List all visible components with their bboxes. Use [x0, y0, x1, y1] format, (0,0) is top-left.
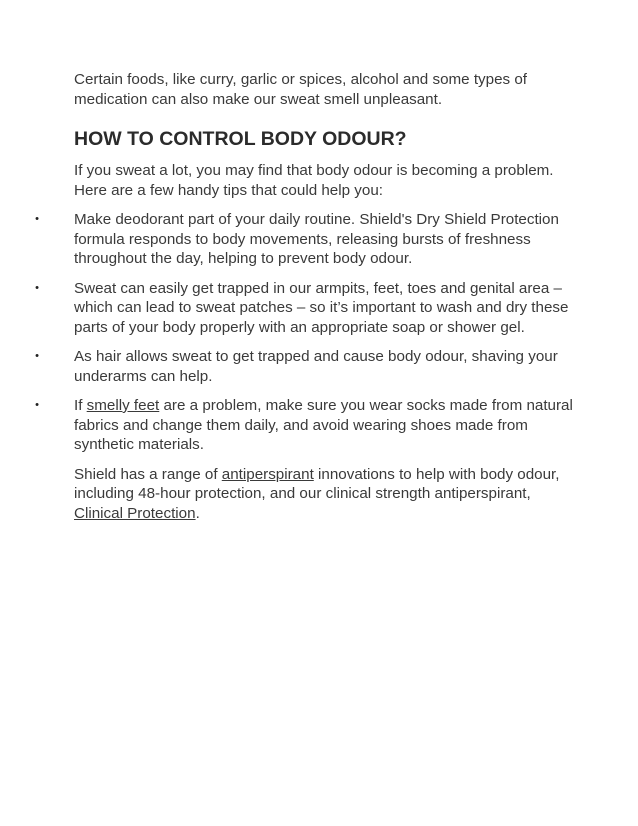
outro-paragraph [74, 465, 574, 524]
smelly-feet-link[interactable]: smelly feet [86, 397, 160, 414]
bullet-icon: • [35, 350, 39, 362]
tip-text: As hair allows sweat to get trapped and cause body odour, shaving your underarms can help. [74, 348, 558, 385]
outro-text-1: Shield has a range of [74, 465, 222, 483]
intro-paragraph: Certain foods, like curry, garlic or spices, alcohol and some types of medication can also make our sweat smell unpleasant. [74, 71, 528, 108]
antiperspirant-link[interactable]: antiperspirant [221, 465, 314, 483]
bullet-icon: • [35, 213, 39, 225]
clinical-protection-link[interactable]: Clinical Protection [74, 504, 196, 522]
tip-text: Make deodorant part of your daily routine. Shield's Dry Shield Protection formula responds to body movements, releasing bursts of freshness throughout the day, helping to prevent body odour. [74, 211, 559, 267]
lead-paragraph: If you sweat a lot, you may find that body odour is becoming a problem. Here are a few handy tips that could help you: [74, 162, 554, 199]
tips-list [35, 210, 574, 455]
bullet-icon: • [35, 281, 39, 294]
outro-text-2: innovations to help with body odour, including 48-hour protection, and our clinical strength antiperspirant, [74, 465, 560, 502]
list-item [35, 279, 574, 338]
section-heading: HOW TO CONTROL BODY ODOUR? [74, 128, 407, 150]
tip-text: Sweat can easily get trapped in our armpits, feet, toes and genital area – which can lead to sweat patches – so it’s important to wash and dry these parts of your body properly with an appropriate soap or shower gel. [74, 279, 569, 336]
bullet-icon: • [35, 399, 39, 411]
list-item [35, 347, 574, 386]
list-item [35, 210, 574, 269]
outro-text-3: . [195, 504, 200, 522]
list-item [35, 396, 574, 455]
tip-text-before: If [74, 397, 87, 414]
tip-text-after: are a problem, make sure you wear socks made from natural fabrics and change them daily, and avoid wearing shoes made from synthetic materials. [74, 397, 573, 453]
article-body [35, 70, 574, 523]
